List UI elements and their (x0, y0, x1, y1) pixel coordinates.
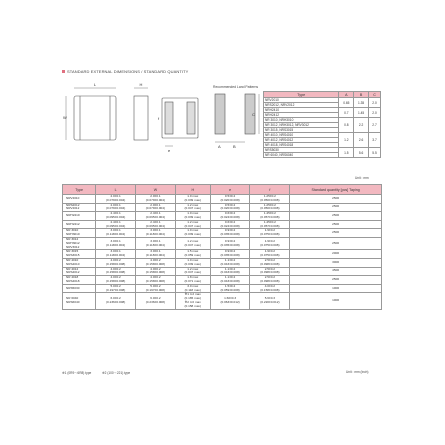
cell-line: 2.0±0.1 (150, 194, 161, 198)
top-view-drawing (66, 88, 116, 140)
cell-line: (0.050±0.008) (260, 206, 280, 211)
w-cell (136, 237, 176, 249)
dim-header-cell: Type (264, 92, 339, 98)
e-cell (210, 237, 250, 249)
cell-line: ※2 4.0 max (184, 299, 201, 304)
qty-cell: 2500 (290, 229, 382, 238)
w-cell (136, 258, 176, 267)
cell-line: (0.063±0.012) (220, 299, 240, 304)
dim-value-b: 2.6 (354, 133, 369, 148)
table-row (63, 229, 382, 238)
cell-line: 1.25±0.2 (263, 202, 276, 207)
type-line: NR 6040 (66, 296, 79, 301)
dim-type-cell: NRS5030 (264, 148, 339, 153)
cell-line: 0.6±0.2 (224, 219, 236, 224)
main-header-cell: H (175, 185, 210, 195)
dimension-drawings (62, 80, 262, 170)
dim-value-c: 2.7 (369, 118, 381, 133)
w-cell (136, 293, 176, 309)
dim-value-c: 2.0 (369, 98, 381, 108)
cell-line: 2.5±0.2 (264, 275, 276, 280)
cell-line: (0.098±0.008) (260, 278, 280, 283)
h-cell (175, 229, 210, 238)
qty-cell: 2000 (290, 250, 382, 259)
f-cell (250, 237, 290, 249)
table-row (63, 284, 382, 293)
w-cell (136, 276, 176, 285)
cell-line: (0.075±0.008) (260, 232, 280, 237)
type-line: NRV3012 (66, 244, 80, 249)
cell-line: (0.118±0.004) (145, 242, 165, 247)
dim-value-c: 5.5 (369, 148, 381, 158)
main-header-cell: W (136, 185, 176, 195)
h-cell (175, 276, 210, 285)
cell-line: 4.0±0.2 (150, 266, 161, 271)
type-line: NRS6040 (66, 299, 80, 304)
dim-value-a: 0.65 (339, 98, 354, 108)
dim-type-cell: NR 4010, NRS4010 (264, 133, 339, 138)
section-marker-icon (62, 70, 65, 73)
side-view-drawing (134, 88, 148, 140)
cell-line: (0.079±0.004) (106, 206, 126, 211)
land-pattern-table (263, 91, 381, 158)
main-header-cell: e (210, 185, 250, 195)
l-cell (96, 237, 136, 249)
cell-line: 5.0±0.2 (110, 283, 121, 288)
cell-line: 3.0±0.1 (150, 238, 161, 243)
cell-line: 3.0 max (187, 283, 199, 288)
cell-line: (0.158±0.008) (106, 261, 126, 266)
type-line: NR 4010 (66, 257, 79, 262)
l-cell (96, 293, 136, 309)
cell-line: (0.165 max) (184, 296, 201, 301)
cell-line: (0.118 max) (184, 287, 201, 292)
cell-line: (0.039 max) (184, 261, 201, 266)
label-f: f (158, 116, 160, 121)
cell-line: 1.2 max (187, 238, 199, 243)
dimensions-body (63, 195, 382, 310)
h-cell (175, 258, 210, 267)
dim-type-cell: NRV2010 (264, 98, 339, 103)
cell-line: (0.095±0.004) (106, 214, 126, 219)
f-cell (250, 229, 290, 238)
cell-line: (0.118±0.004) (145, 253, 165, 258)
l-cell (96, 212, 136, 221)
cell-line: 2.4±0.1 (110, 219, 121, 224)
dim-type-cell: NR 4012, NRS4012 (264, 138, 339, 143)
dimensions-unit: Unit : mm (inch) (346, 370, 369, 374)
w-cell (136, 229, 176, 238)
type-line: NRH2412 (66, 221, 80, 226)
cell-line: (0.039 max) (184, 214, 201, 219)
cell-line: (0.024±0.008) (220, 223, 240, 228)
cell-line: 2.5±0.2 (264, 257, 276, 262)
cell-line: (0.095±0.004) (106, 223, 126, 228)
cell-line: 4.0±0.2 (150, 257, 161, 262)
cell-line: (0.047 max) (184, 206, 201, 211)
cell-line: 1.60±0.3 (224, 296, 237, 301)
type-line: NRS4018 (66, 278, 80, 283)
cell-line: 1.1±0.2 (224, 266, 236, 271)
l-cell (96, 258, 136, 267)
cell-line: 2.0±0.1 (110, 194, 121, 198)
cell-line: 3.0±0.1 (150, 228, 161, 233)
land-pattern-drawing (215, 94, 259, 142)
cell-line: 5.6±0.3 (264, 296, 276, 301)
cell-line: (0.057±0.008) (260, 223, 280, 228)
qty-cell: 1000 (290, 284, 382, 293)
cell-line: 1.1±0.2 (224, 275, 236, 280)
f-cell (250, 276, 290, 285)
cell-line: (0.035±0.008) (220, 232, 240, 237)
dim-value-a: 0.8 (339, 118, 354, 133)
cell-line: (0.043±0.008) (220, 261, 240, 266)
dim-type-cell: NR 3015, NRS3015 (264, 128, 339, 133)
cell-line: 1.5±0.2 (224, 283, 236, 288)
cell-line: 4.0±0.2 (264, 283, 276, 288)
footnote-1: ※1 (0R9〜6R8) type (62, 371, 92, 375)
e-cell (210, 212, 250, 221)
cell-line: 0.5±0.2 (224, 202, 236, 207)
land-pattern-label: Recommended Land Patterns (213, 85, 259, 89)
cell-line: 1.1±0.2 (224, 257, 236, 262)
label-e: e (168, 148, 171, 153)
bottom-view-drawing (162, 98, 198, 146)
cell-line: (0.043±0.008) (220, 270, 240, 275)
cell-line: 1.5 max (187, 249, 199, 254)
cell-line: (0.095±0.004) (145, 214, 166, 219)
qty-cell: 1000 (290, 293, 382, 309)
cell-line: (0.158±0.008) (106, 270, 126, 275)
cell-line: (0.158±0.008) (106, 278, 126, 283)
dim-value-c: 3.7 (369, 133, 381, 148)
f-cell (250, 195, 290, 204)
e-cell (210, 284, 250, 293)
cell-line: 6.0±0.2 (150, 296, 161, 301)
qty-cell: 2500 (290, 212, 382, 221)
cell-line: (0.118±0.004) (106, 242, 126, 247)
cell-line: 1.0 max (187, 257, 199, 262)
table-row (63, 212, 382, 221)
dim-value-a: 1.5 (339, 148, 354, 158)
cell-line: 2.0±0.1 (150, 202, 161, 207)
dim-type-cell: NR 6040, NRS6040 (264, 153, 339, 158)
type-line: NR 3010 (66, 228, 79, 233)
cell-line: (0.236±0.008) (145, 299, 166, 304)
type-line: NRH3010 (66, 232, 80, 237)
qty-cell: 2500 (290, 276, 382, 285)
cell-line: 1.9±0.2 (264, 238, 276, 243)
footnote-2: ※2 (100〜221) type (102, 371, 131, 375)
table-row (63, 237, 382, 249)
cell-line: (0.158±0.008) (145, 270, 166, 275)
dim-value-b: 2.2 (354, 118, 369, 133)
dim-type-cell: NRH2412 (264, 113, 339, 118)
cell-line: 1.9±0.2 (264, 228, 276, 233)
type-line: NRH2410 (66, 213, 80, 218)
cell-line: 1.2 max (187, 219, 199, 224)
label-B: B (233, 144, 236, 149)
table-row (63, 195, 382, 204)
dim-header-cell: C (369, 92, 381, 98)
type-line: NRS2012 (66, 202, 80, 207)
dim-header-cell: B (354, 92, 369, 98)
cell-line: (0.047 max) (184, 242, 201, 247)
h-cell (175, 293, 210, 309)
label-A: A (218, 144, 221, 149)
cell-line: 0.9±0.2 (224, 249, 236, 254)
main-header-cell: Type (63, 185, 96, 195)
cell-line: 3.0±0.1 (150, 249, 161, 254)
cell-line: 1.9±0.2 (264, 249, 276, 254)
cell-line: (0.095±0.004) (145, 223, 166, 228)
cell-line: 0.9±0.2 (224, 228, 236, 233)
cell-line: (0.158±0.008) (145, 261, 166, 266)
f-cell (250, 293, 290, 309)
cell-line: 1.0 max (187, 211, 199, 216)
type-line: NRV2012 (66, 206, 80, 211)
type-line: NR 4018 (66, 275, 79, 280)
cell-line: (0.098±0.008) (260, 270, 280, 275)
cell-line: 1.2 max (187, 202, 199, 207)
dim-value-a: 0.7 (339, 108, 354, 118)
cell-line: 6.0±0.2 (110, 296, 121, 301)
type-line: NR 3012 (66, 236, 79, 241)
cell-line: 1.0 max (187, 194, 199, 198)
land-pattern-unit: Unit : mm (355, 176, 369, 180)
cell-line: 4.0±0.2 (110, 275, 121, 280)
table-row (63, 258, 382, 267)
cell-line: (0.050±0.008) (260, 197, 280, 202)
qty-cell: 2500 (290, 237, 382, 249)
main-header-cell: Standard quantity [pcs] Taping (290, 185, 382, 195)
cell-line: (0.158±0.008) (145, 278, 166, 283)
w-cell (136, 195, 176, 204)
l-cell (96, 284, 136, 293)
type-line: NRV2010 (66, 195, 80, 200)
cell-line: (0.035±0.008) (220, 242, 240, 247)
table-row (63, 276, 382, 285)
label-C: C (252, 112, 255, 117)
cell-line: (0.118±0.004) (145, 232, 165, 237)
cell-line: (0.039 max) (184, 232, 201, 237)
w-cell (136, 212, 176, 221)
dim-type-cell: NRS2012, NRV2012 (264, 103, 339, 108)
cell-line: 1.2 max (187, 266, 199, 271)
cell-line: 0.5±0.2 (224, 194, 236, 198)
cell-line: (0.079±0.004) (145, 197, 166, 202)
section-title (62, 69, 188, 74)
label-L: L (93, 82, 97, 87)
cell-line: (0.024±0.008) (220, 214, 240, 219)
qty-cell: 2500 (290, 220, 382, 229)
cell-line: 0.9±0.2 (224, 238, 236, 243)
dim-value-b: 1.45 (354, 108, 369, 118)
cell-line: (0.075±0.008) (260, 253, 280, 258)
dim-value-c: 2.0 (369, 108, 381, 118)
e-cell (210, 276, 250, 285)
cell-line: (0.197±0.008) (145, 287, 166, 292)
cell-line: (0.035±0.008) (220, 253, 240, 258)
e-cell (210, 293, 250, 309)
type-cell (63, 203, 96, 212)
cell-line: (0.020±0.008) (220, 206, 240, 211)
cell-line: 1.45±0.2 (263, 219, 276, 224)
cell-line: (0.079±0.004) (145, 206, 166, 211)
cell-line: (0.098±0.008) (260, 261, 280, 266)
qty-cell: 2500 (290, 203, 382, 212)
cell-line: (0.043±0.008) (220, 278, 240, 283)
cell-line: (0.118±0.004) (106, 232, 126, 237)
dim-type-cell: NR 3012, NRH3012, NRV3012 (264, 123, 339, 128)
cell-line: 4.0±0.2 (110, 266, 121, 271)
h-cell (175, 195, 210, 204)
main-header-cell: f (250, 185, 290, 195)
dimensions-table (62, 184, 382, 310)
f-cell (250, 212, 290, 221)
type-cell (63, 237, 96, 249)
type-line: NRS4010 (66, 261, 80, 266)
l-cell (96, 195, 136, 204)
w-cell (136, 284, 176, 293)
cell-line: 3.0±0.1 (110, 249, 121, 254)
type-cell (63, 195, 96, 204)
label-H: H (139, 82, 143, 87)
cell-line: 1.8 max (187, 275, 199, 280)
cell-line: (0.047 max) (184, 270, 201, 275)
dimensions-header-row (63, 185, 382, 195)
type-line: NRH3012 (66, 240, 80, 245)
cell-line: (0.059±0.008) (220, 287, 240, 292)
qty-cell: 4500 (290, 267, 382, 276)
type-line: NRS3015 (66, 253, 80, 258)
land-pattern-body (264, 98, 381, 158)
type-line: NR 3015 (66, 249, 79, 254)
section-title-text: STANDARD EXTERNAL DIMENSIONS / STANDARD QUANTITY (67, 69, 189, 74)
cell-line: (0.075±0.008) (260, 242, 280, 247)
type-line: NRS5030 (66, 285, 80, 290)
cell-line: 0.6±0.2 (224, 211, 236, 216)
dim-header-cell: A (339, 92, 354, 98)
f-cell (250, 258, 290, 267)
cell-line: (0.079±0.004) (106, 197, 126, 202)
type-line: NR 4012 (66, 266, 79, 271)
l-cell (96, 276, 136, 285)
type-cell (63, 284, 96, 293)
cell-line: 2.0±0.1 (110, 202, 121, 207)
cell-line: 2.5±0.2 (264, 266, 276, 271)
cell-line: 2.4±0.1 (150, 211, 161, 216)
dim-type-cell: NR 3010, NRH3010 (264, 118, 339, 123)
dim-type-cell: NRH2410 (264, 108, 339, 113)
f-cell (250, 284, 290, 293)
cell-line: 5.0±0.2 (150, 283, 161, 288)
cell-line: (0.059 max) (184, 253, 201, 258)
table-row (63, 293, 382, 309)
cell-line: (0.197±0.008) (106, 287, 126, 292)
cell-line: 3.0±0.1 (110, 238, 121, 243)
type-cell (63, 212, 96, 221)
cell-line: (0.118±0.004) (106, 253, 126, 258)
cell-line: 4.0±0.2 (150, 275, 161, 280)
cell-line: (0.071 max) (184, 278, 201, 283)
cell-line: 1.25±0.2 (263, 194, 276, 198)
qty-cell: 2500 (290, 195, 382, 204)
type-cell (63, 276, 96, 285)
h-cell (175, 212, 210, 221)
dim-value-b: 5.6 (354, 148, 369, 158)
h-cell (175, 237, 210, 249)
l-cell (96, 229, 136, 238)
type-cell (63, 258, 96, 267)
cell-line: 1.0 max (187, 228, 199, 233)
dim-value-b: 1.35 (354, 98, 369, 108)
cell-line: 2.4±0.1 (150, 219, 161, 224)
cell-line: 1.45±0.2 (263, 211, 276, 216)
cell-line: (0.047 max) (184, 223, 201, 228)
e-cell (210, 195, 250, 204)
cell-line: ※1 4.2 max (184, 292, 201, 297)
cell-line: 2.4±0.1 (110, 211, 121, 216)
type-line: NRS4012 (66, 270, 80, 275)
cell-line: (0.020±0.008) (220, 197, 240, 202)
e-cell (210, 229, 250, 238)
cell-line: (0.220±0.012) (260, 299, 280, 304)
qty-cell: 3000 (290, 258, 382, 267)
cell-line: 3.0±0.1 (110, 228, 121, 233)
cell-line: (0.158±0.008) (260, 287, 280, 292)
cell-line: (0.236±0.008) (106, 299, 126, 304)
label-W: W (63, 115, 67, 120)
cell-line: (0.039 max) (184, 197, 201, 202)
dim-value-a: 1.2 (339, 133, 354, 148)
type-cell (63, 293, 96, 309)
e-cell (210, 258, 250, 267)
dim-type-cell: NR 4018, NRS4018 (264, 143, 339, 148)
main-header-cell: L (96, 185, 136, 195)
cell-line: (0.158 max) (184, 303, 201, 308)
cell-line: (0.057±0.008) (260, 214, 280, 219)
cell-line: 4.0±0.2 (110, 257, 121, 262)
